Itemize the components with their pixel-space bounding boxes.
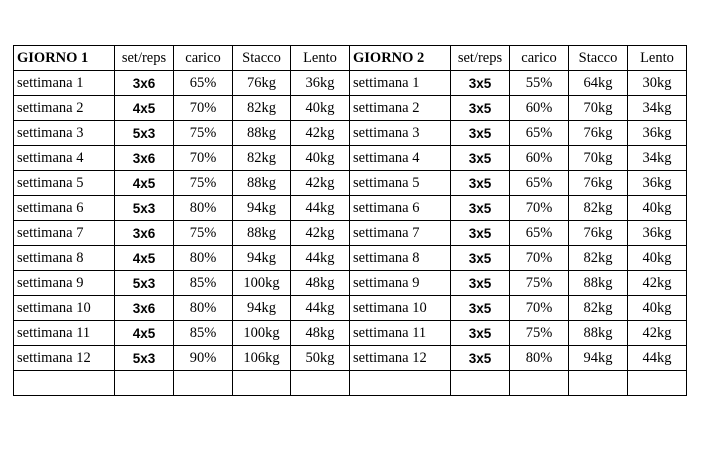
stacco-cell-day1[interactable]: 94kg: [233, 196, 291, 221]
lento-cell-day1[interactable]: 44kg: [291, 296, 350, 321]
week-cell-day2[interactable]: settimana 10: [350, 296, 451, 321]
carico-cell-day1[interactable]: 85%: [174, 271, 233, 296]
stacco-cell-day1[interactable]: 88kg: [233, 121, 291, 146]
week-cell-day2[interactable]: settimana 3: [350, 121, 451, 146]
set-reps-cell-day1[interactable]: 3x6: [115, 146, 174, 171]
table-row: [14, 196, 687, 221]
table-row: [14, 246, 687, 271]
empty-cell[interactable]: [174, 371, 233, 396]
carico-cell-day1[interactable]: 75%: [174, 121, 233, 146]
set-reps-cell-day2[interactable]: 3x5: [451, 196, 510, 221]
carico-cell-day2[interactable]: 60%: [510, 96, 569, 121]
carico-cell-day1[interactable]: 75%: [174, 171, 233, 196]
lento-cell-day2[interactable]: 42kg: [628, 271, 687, 296]
week-cell-day1[interactable]: settimana 4: [14, 146, 115, 171]
lento-cell-day1[interactable]: 48kg: [291, 321, 350, 346]
set-reps-cell-day2[interactable]: 3x5: [451, 171, 510, 196]
lento-cell-day1[interactable]: 44kg: [291, 246, 350, 271]
empty-cell[interactable]: [350, 371, 451, 396]
header-carico-2[interactable]: carico: [510, 46, 569, 71]
carico-cell-day2[interactable]: 60%: [510, 146, 569, 171]
lento-cell-day2[interactable]: 40kg: [628, 296, 687, 321]
empty-cell[interactable]: [569, 371, 628, 396]
set-reps-cell-day1[interactable]: 3x6: [115, 296, 174, 321]
carico-cell-day1[interactable]: 85%: [174, 321, 233, 346]
set-reps-cell-day2[interactable]: 3x5: [451, 121, 510, 146]
header-giorno-1[interactable]: GIORNO 1: [14, 46, 115, 71]
week-cell-day1[interactable]: settimana 9: [14, 271, 115, 296]
empty-cell[interactable]: [510, 371, 569, 396]
set-reps-cell-day2[interactable]: 3x5: [451, 321, 510, 346]
set-reps-cell-day1[interactable]: 4x5: [115, 96, 174, 121]
table-row: [14, 121, 687, 146]
week-cell-day1[interactable]: settimana 8: [14, 246, 115, 271]
week-cell-day2[interactable]: settimana 11: [350, 321, 451, 346]
carico-cell-day1[interactable]: 80%: [174, 196, 233, 221]
stacco-cell-day1[interactable]: 88kg: [233, 171, 291, 196]
set-reps-cell-day1[interactable]: 5x3: [115, 196, 174, 221]
table-row: [14, 296, 687, 321]
stacco-cell-day1[interactable]: 100kg: [233, 321, 291, 346]
stacco-cell-day2[interactable]: 76kg: [569, 221, 628, 246]
lento-cell-day1[interactable]: 42kg: [291, 121, 350, 146]
set-reps-cell-day2[interactable]: 3x5: [451, 271, 510, 296]
set-reps-cell-day1[interactable]: 4x5: [115, 171, 174, 196]
set-reps-cell-day2[interactable]: 3x5: [451, 146, 510, 171]
set-reps-cell-day2[interactable]: 3x5: [451, 246, 510, 271]
stacco-cell-day1[interactable]: 82kg: [233, 146, 291, 171]
stacco-cell-day2[interactable]: 82kg: [569, 196, 628, 221]
carico-cell-day2[interactable]: 65%: [510, 221, 569, 246]
empty-cell[interactable]: [115, 371, 174, 396]
week-cell-day2[interactable]: settimana 7: [350, 221, 451, 246]
carico-cell-day2[interactable]: 75%: [510, 321, 569, 346]
set-reps-cell-day2[interactable]: 3x5: [451, 71, 510, 96]
empty-cell[interactable]: [628, 371, 687, 396]
lento-cell-day1[interactable]: 40kg: [291, 146, 350, 171]
week-cell-day2[interactable]: settimana 9: [350, 271, 451, 296]
week-cell-day1[interactable]: settimana 11: [14, 321, 115, 346]
set-reps-cell-day2[interactable]: 3x5: [451, 221, 510, 246]
set-reps-cell-day1[interactable]: 5x3: [115, 121, 174, 146]
week-cell-day2[interactable]: settimana 5: [350, 171, 451, 196]
week-cell-day1[interactable]: settimana 2: [14, 96, 115, 121]
empty-cell[interactable]: [451, 371, 510, 396]
lento-cell-day1[interactable]: 44kg: [291, 196, 350, 221]
carico-cell-day2[interactable]: 65%: [510, 171, 569, 196]
set-reps-cell-day1[interactable]: 5x3: [115, 346, 174, 371]
carico-cell-day2[interactable]: 70%: [510, 296, 569, 321]
table-row: [14, 346, 687, 371]
empty-cell[interactable]: [14, 371, 115, 396]
carico-cell-day1[interactable]: 90%: [174, 346, 233, 371]
header-set-reps-1[interactable]: set/reps: [115, 46, 174, 71]
week-cell-day2[interactable]: settimana 4: [350, 146, 451, 171]
header-row: [14, 46, 687, 71]
lento-cell-day1[interactable]: 40kg: [291, 96, 350, 121]
lento-cell-day2[interactable]: 30kg: [628, 71, 687, 96]
week-cell-day1[interactable]: settimana 3: [14, 121, 115, 146]
set-reps-cell-day2[interactable]: 3x5: [451, 346, 510, 371]
set-reps-cell-day1[interactable]: 5x3: [115, 271, 174, 296]
carico-cell-day1[interactable]: 80%: [174, 296, 233, 321]
header-stacco-2[interactable]: Stacco: [569, 46, 628, 71]
lento-cell-day2[interactable]: 36kg: [628, 121, 687, 146]
header-lento-2[interactable]: Lento: [628, 46, 687, 71]
lento-cell-day1[interactable]: 50kg: [291, 346, 350, 371]
training-table: [13, 45, 687, 396]
stacco-cell-day2[interactable]: 88kg: [569, 321, 628, 346]
stacco-cell-day1[interactable]: 88kg: [233, 221, 291, 246]
set-reps-cell-day1[interactable]: 3x6: [115, 221, 174, 246]
week-cell-day1[interactable]: settimana 1: [14, 71, 115, 96]
lento-cell-day2[interactable]: 40kg: [628, 246, 687, 271]
carico-cell-day2[interactable]: 80%: [510, 346, 569, 371]
week-cell-day2[interactable]: settimana 1: [350, 71, 451, 96]
carico-cell-day2[interactable]: 70%: [510, 196, 569, 221]
week-cell-day2[interactable]: settimana 12: [350, 346, 451, 371]
week-cell-day1[interactable]: settimana 7: [14, 221, 115, 246]
lento-cell-day2[interactable]: 42kg: [628, 321, 687, 346]
header-set-reps-2[interactable]: set/reps: [451, 46, 510, 71]
empty-row: [14, 371, 687, 396]
carico-cell-day1[interactable]: 80%: [174, 246, 233, 271]
header-stacco-1[interactable]: Stacco: [233, 46, 291, 71]
set-reps-cell-day1[interactable]: 4x5: [115, 246, 174, 271]
stacco-cell-day1[interactable]: 106kg: [233, 346, 291, 371]
stacco-cell-day2[interactable]: 76kg: [569, 171, 628, 196]
stacco-cell-day2[interactable]: 70kg: [569, 96, 628, 121]
table-row: [14, 271, 687, 296]
table-row: [14, 96, 687, 121]
header-carico-1[interactable]: carico: [174, 46, 233, 71]
carico-cell-day1[interactable]: 70%: [174, 146, 233, 171]
stacco-cell-day2[interactable]: 76kg: [569, 121, 628, 146]
set-reps-cell-day1[interactable]: 4x5: [115, 321, 174, 346]
week-cell-day2[interactable]: settimana 2: [350, 96, 451, 121]
week-cell-day2[interactable]: settimana 8: [350, 246, 451, 271]
week-cell-day1[interactable]: settimana 10: [14, 296, 115, 321]
lento-cell-day1[interactable]: 36kg: [291, 71, 350, 96]
set-reps-cell-day1[interactable]: 3x6: [115, 71, 174, 96]
carico-cell-day1[interactable]: 65%: [174, 71, 233, 96]
stacco-cell-day1[interactable]: 76kg: [233, 71, 291, 96]
stacco-cell-day2[interactable]: 82kg: [569, 246, 628, 271]
carico-cell-day2[interactable]: 65%: [510, 121, 569, 146]
table-row: [14, 171, 687, 196]
week-cell-day2[interactable]: settimana 6: [350, 196, 451, 221]
stacco-cell-day2[interactable]: 82kg: [569, 296, 628, 321]
lento-cell-day2[interactable]: 44kg: [628, 346, 687, 371]
week-cell-day1[interactable]: settimana 6: [14, 196, 115, 221]
week-cell-day1[interactable]: settimana 12: [14, 346, 115, 371]
stacco-cell-day1[interactable]: 94kg: [233, 296, 291, 321]
set-reps-cell-day2[interactable]: 3x5: [451, 96, 510, 121]
empty-cell[interactable]: [233, 371, 291, 396]
table-row: [14, 71, 687, 96]
carico-cell-day1[interactable]: 75%: [174, 221, 233, 246]
table-row: [14, 146, 687, 171]
table-row: [14, 321, 687, 346]
empty-cell[interactable]: [291, 371, 350, 396]
header-giorno-2[interactable]: GIORNO 2: [350, 46, 451, 71]
stacco-cell-day1[interactable]: 100kg: [233, 271, 291, 296]
lento-cell-day2[interactable]: 40kg: [628, 196, 687, 221]
lento-cell-day2[interactable]: 36kg: [628, 171, 687, 196]
carico-cell-day2[interactable]: 55%: [510, 71, 569, 96]
table-row: [14, 221, 687, 246]
stacco-cell-day2[interactable]: 64kg: [569, 71, 628, 96]
carico-cell-day2[interactable]: 75%: [510, 271, 569, 296]
lento-cell-day1[interactable]: 42kg: [291, 171, 350, 196]
stacco-cell-day2[interactable]: 94kg: [569, 346, 628, 371]
lento-cell-day1[interactable]: 42kg: [291, 221, 350, 246]
stacco-cell-day2[interactable]: 88kg: [569, 271, 628, 296]
lento-cell-day2[interactable]: 34kg: [628, 146, 687, 171]
set-reps-cell-day2[interactable]: 3x5: [451, 296, 510, 321]
stacco-cell-day1[interactable]: 94kg: [233, 246, 291, 271]
lento-cell-day2[interactable]: 34kg: [628, 96, 687, 121]
stacco-cell-day2[interactable]: 70kg: [569, 146, 628, 171]
carico-cell-day2[interactable]: 70%: [510, 246, 569, 271]
lento-cell-day1[interactable]: 48kg: [291, 271, 350, 296]
header-lento-1[interactable]: Lento: [291, 46, 350, 71]
week-cell-day1[interactable]: settimana 5: [14, 171, 115, 196]
stacco-cell-day1[interactable]: 82kg: [233, 96, 291, 121]
carico-cell-day1[interactable]: 70%: [174, 96, 233, 121]
lento-cell-day2[interactable]: 36kg: [628, 221, 687, 246]
